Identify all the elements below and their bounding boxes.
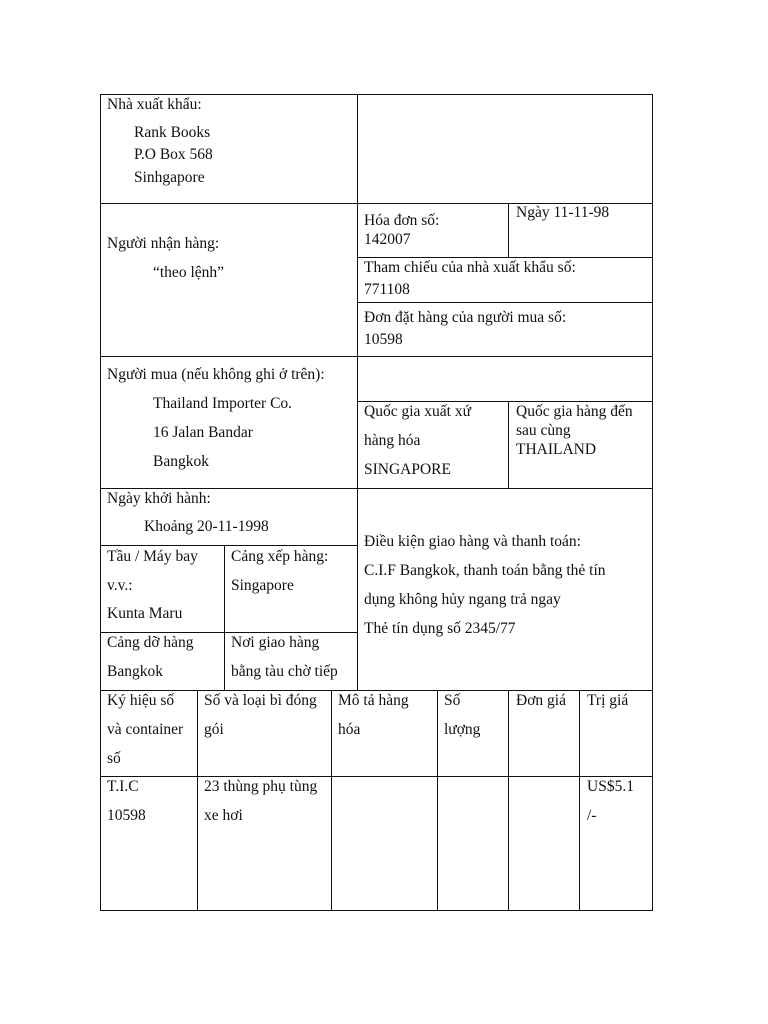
invoice-label: Hóa đơn số:: [364, 212, 440, 229]
header-packages-line-2: gói: [204, 721, 224, 738]
consignee-label: Người nhận hàng:: [107, 235, 220, 252]
row-marks-line-2: 10598: [107, 807, 146, 824]
invoice-number: 142007: [364, 231, 411, 248]
consignee-value: “theo lệnh”: [153, 264, 225, 281]
buyer-order-label: Đơn đặt hàng của người mua số:: [364, 309, 567, 326]
header-marks-line-1: Ký hiệu số: [107, 692, 175, 709]
header-marks-line-3: số: [107, 750, 121, 767]
rule-col-3: [437, 690, 438, 911]
rule-origin-top: [357, 401, 653, 402]
row-packages-line-2: xe hơi: [204, 807, 243, 824]
header-marks-line-2: và container: [107, 721, 184, 738]
buyer-label: Người mua (nếu không ghi ở trên):: [107, 366, 325, 383]
rule-origin-destination-divider: [508, 401, 509, 488]
loading-port-label: Cảng xếp hàng:: [231, 548, 329, 565]
vessel-value: Kunta Maru: [107, 605, 183, 622]
delivery-label: Nơi giao hàng: [231, 634, 320, 651]
exporter-label: Nhà xuất khẩu:: [107, 96, 202, 113]
rule-col-5: [579, 690, 580, 911]
rule-invoice-bottom: [357, 257, 653, 258]
row-value-line-1: US$5.1: [587, 778, 634, 795]
vessel-label-1: Tầu / Máy bay: [107, 548, 198, 565]
destination-value: THAILAND: [516, 441, 597, 458]
buyer-address: 16 Jalan Bandar: [153, 424, 253, 441]
rule-vessel-port-divider: [224, 545, 225, 690]
destination-label-1: Quốc gia hàng đến: [516, 403, 633, 420]
buyer-name: Thailand Importer Co.: [153, 395, 293, 412]
origin-label-2: hàng hóa: [364, 432, 421, 449]
rule-reference-bottom: [357, 302, 653, 303]
departure-label: Ngày khởi hành:: [107, 490, 211, 507]
rule-table-header-bottom: [100, 776, 653, 777]
header-packages-line-1: Số và loại bì đóng: [204, 692, 317, 709]
header-value: Trị giá: [587, 692, 629, 709]
destination-label-2: sau cùng: [516, 422, 571, 439]
rule-col-1: [197, 690, 198, 911]
row-value-line-2: /-: [587, 807, 597, 824]
invoice-date: Ngày 11-11-98: [516, 204, 610, 221]
row-packages-line-1: 23 thùng phụ tùng: [204, 778, 318, 795]
vessel-label-2: v.v.:: [107, 577, 133, 594]
rule-col-4: [508, 690, 509, 911]
rule-main-divider: [357, 94, 358, 690]
exporter-ref-number: 771108: [364, 281, 410, 298]
exporter-address: P.O Box 568: [134, 146, 213, 163]
terms-line-2: dụng không hủy ngang trả ngay: [364, 591, 561, 608]
terms-line-1: C.I.F Bangkok, thanh toán bằng thẻ tín: [364, 562, 606, 579]
rule-departure-bottom: [100, 545, 357, 546]
header-description-line-2: hóa: [338, 721, 361, 738]
rule-vessel-bottom: [100, 632, 357, 633]
rule-invoice-date-divider: [508, 203, 509, 257]
terms-line-3: Thẻ tín dụng số 2345/77: [364, 620, 516, 637]
discharge-port-label: Cảng dỡ hàng: [107, 634, 194, 651]
exporter-country: Sinhgapore: [134, 169, 205, 186]
discharge-port-value: Bangkok: [107, 663, 163, 680]
row-marks-line-1: T.I.C: [107, 778, 139, 795]
buyer-order-number: 10598: [364, 331, 403, 348]
header-unit-price: Đơn giá: [516, 692, 566, 709]
header-quantity-line-2: lượng: [444, 721, 481, 738]
loading-port-value: Singapore: [231, 577, 294, 594]
rule-buyer-bottom: [100, 488, 653, 489]
delivery-value: bằng tàu chờ tiếp: [231, 663, 338, 680]
departure-value: Khoảng 20-11-1998: [144, 518, 269, 535]
buyer-city: Bangkok: [153, 453, 209, 470]
rule-table-top: [100, 690, 653, 691]
rule-consignee-bottom: [100, 356, 653, 357]
origin-value: SINGAPORE: [364, 461, 451, 478]
rule-col-2: [331, 690, 332, 911]
header-quantity-line-1: Số: [444, 692, 461, 709]
terms-label: Điều kiện giao hàng và thanh toán:: [364, 533, 581, 550]
header-description-line-1: Mô tả hàng: [338, 692, 409, 709]
exporter-name: Rank Books: [134, 124, 211, 141]
exporter-ref-label: Tham chiếu của nhà xuất khẩu số:: [364, 259, 576, 276]
origin-label-1: Quốc gia xuất xứ: [364, 403, 471, 420]
